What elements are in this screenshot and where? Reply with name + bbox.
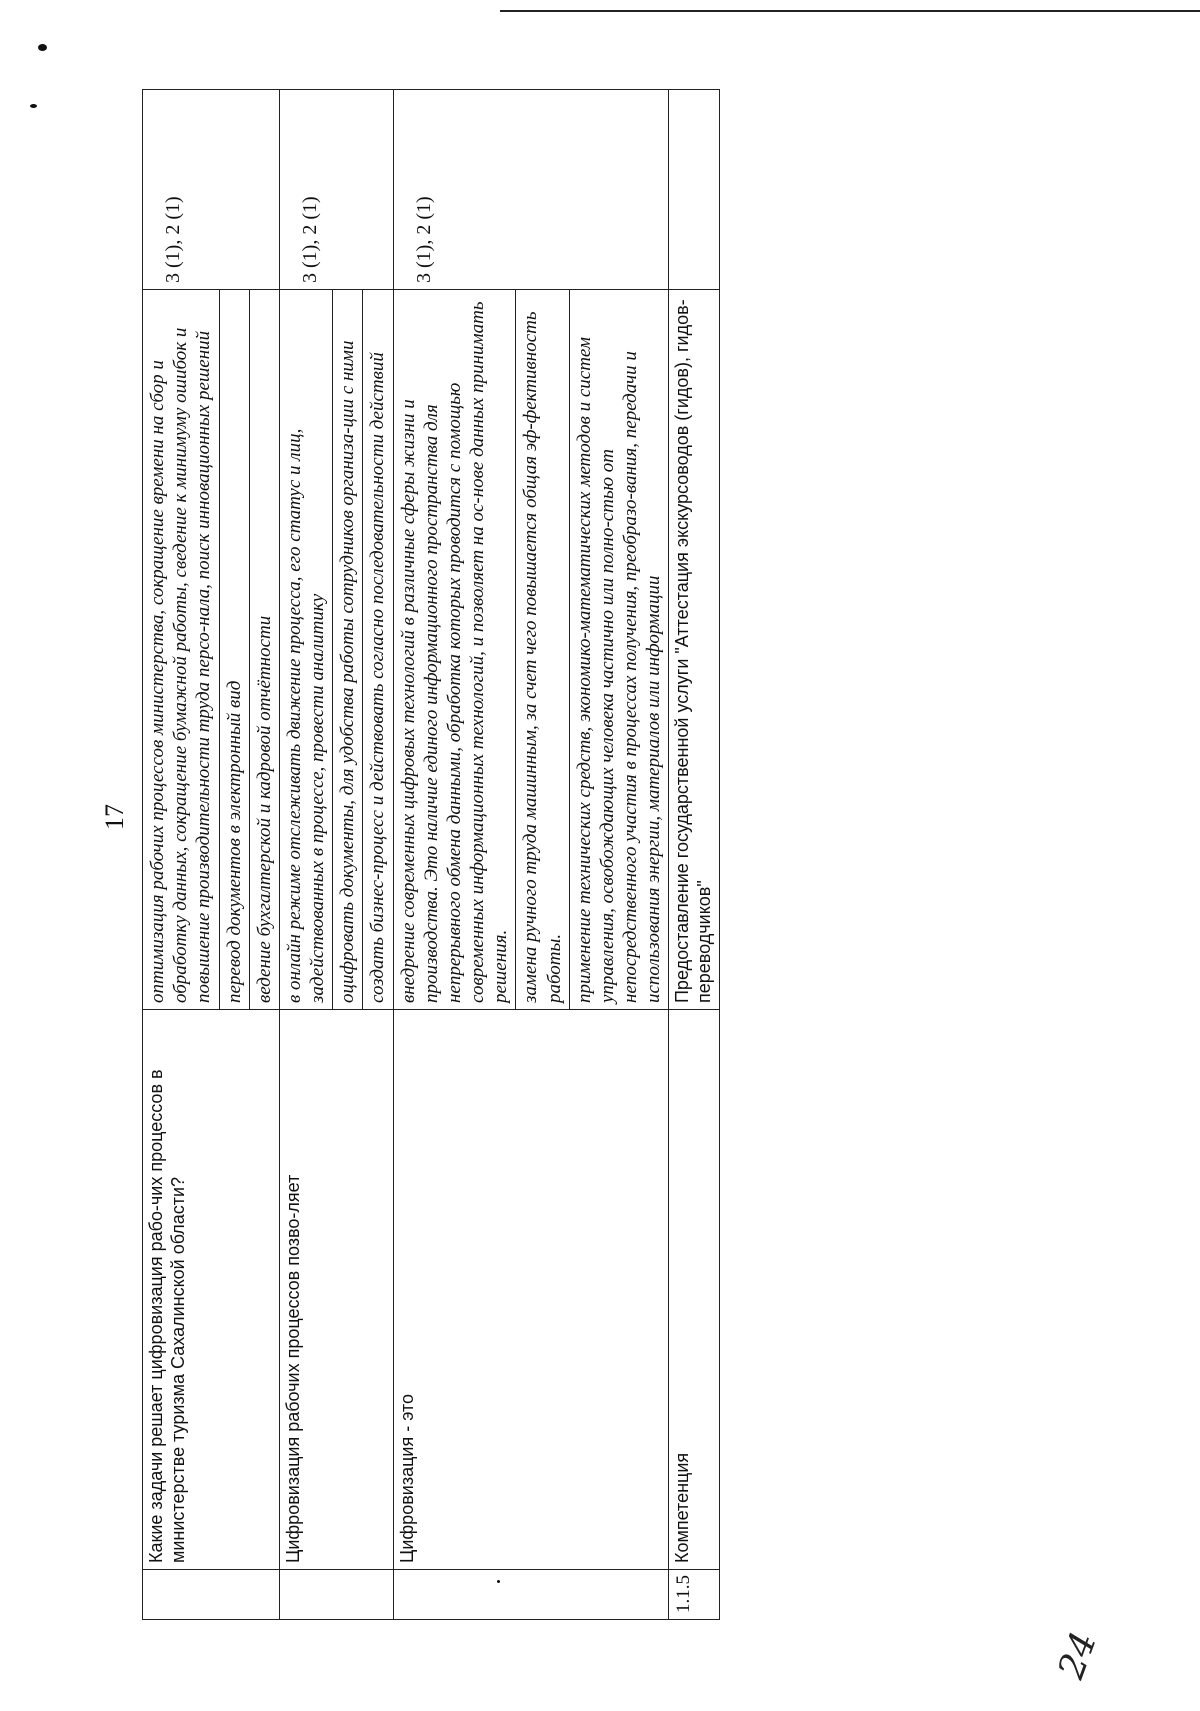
table-row	[279, 90, 332, 1620]
answer-option: внедрение современных цифровых технологий в различные сферы жизни и производства. Это наличие единого информационного пространства для непрерывного обмена данными, обработка которых проводится с помощью современных информационных технологий, и позволяет на ос-нове данных принимать решения.	[393, 290, 516, 1010]
row-number: 1.1.5	[669, 1570, 720, 1620]
score-cell: 3 (1), 2 (1)	[143, 90, 280, 290]
row-number	[279, 1570, 393, 1620]
question-cell: Какие задачи решает цифровизация рабо-чих процессов в министерстве туризма Сахалинской области?	[143, 1010, 280, 1570]
scan-speck	[38, 44, 47, 51]
table-row	[669, 90, 720, 1620]
question-cell: Компетенция	[669, 1010, 720, 1570]
score-cell: 3 (1), 2 (1)	[393, 90, 669, 290]
question-cell: Цифровизация рабочих процессов позво-ляет	[279, 1010, 393, 1570]
table-row	[393, 90, 516, 1620]
answer-option: оцифровать документы, для удобства работы сотрудников организа-ции с ними	[333, 290, 363, 1010]
answer-option: применение технических средств, экономико-математических методов и систем управления, освобождающих человека частично или полно-стью от непосредственного участия в процессах получения, преобразо-вания, передачи и использования энергии, материалов или информации	[569, 290, 669, 1010]
table-row	[143, 90, 220, 1620]
handwritten-signature: 24	[1050, 1626, 1106, 1685]
question-cell: Цифровизация - это	[393, 1010, 669, 1570]
score-cell: 3 (1), 2 (1)	[279, 90, 393, 290]
score-cell	[669, 90, 720, 290]
row-number	[143, 1570, 280, 1620]
answer-option: перевод документов в электронный вид	[219, 290, 249, 1010]
answer-option: замена ручного труда машинным, за счет чего повышается общая эф-фективность работы.	[516, 290, 569, 1010]
answer-option: ведение бухгалтерской и кадровой отчётности	[249, 290, 279, 1010]
answer-option: в онлайн режиме отслеживать движение процесса, его статус и лиц, задействованных в процессе, провести аналитику	[279, 290, 332, 1010]
scan-speck	[30, 104, 37, 108]
page-number: 17	[100, 804, 129, 830]
answer-option: создать бизнес-процесс и действовать согласно последовательности действий	[363, 290, 393, 1010]
answer-option: оптимизация рабочих процессов министерства, сокращение времени на сбор и обработку данных, сокращение бумажной работы, сведение к минимуму ошибок и повышение производительности труда персо-нала, поиск инновационных решений	[143, 290, 220, 1010]
scan-top-edge	[500, 10, 1200, 12]
test-questions-table	[142, 89, 720, 1620]
row-number	[393, 1570, 669, 1620]
rotated-page-content	[100, 60, 1090, 1620]
competence-cell: Предоставление государственной услуги "Аттестация экскурсоводов (гидов), гидов-переводчиков"	[669, 290, 720, 1010]
